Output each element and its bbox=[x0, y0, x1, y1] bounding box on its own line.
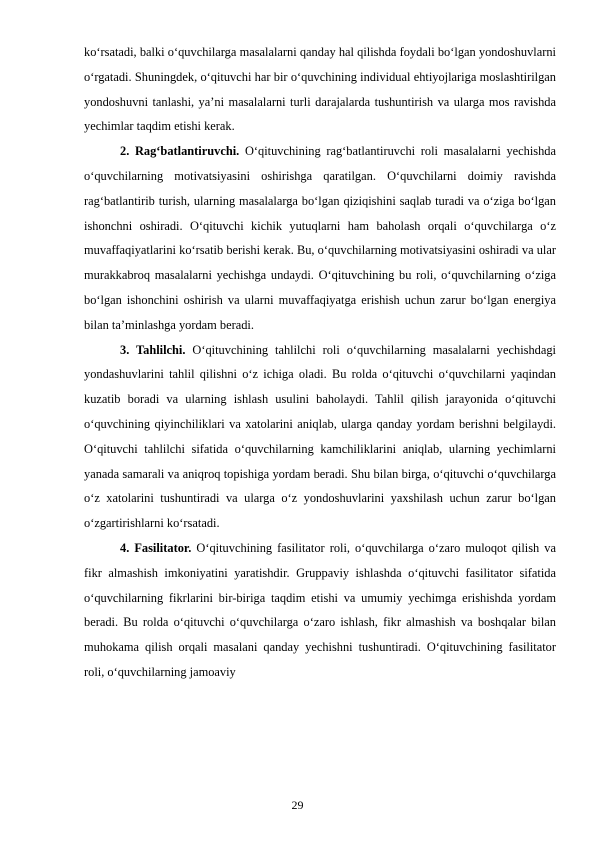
paragraph-heading: 2. Rag‘batlantiruvchi. bbox=[120, 144, 240, 159]
paragraph-facilitator-role bbox=[84, 536, 556, 685]
paragraph-text: ko‘rsatadi, balki o‘quvchilarga masalalarni qanday hal qilishda foydali bo‘lgan yondoshuvlarni o‘rgatadi. Shuningdek, o‘qituvchi har bir o‘quvchining individual ehtiyojlariga moslashtirilgan yondoshuvni tanlashi, ya’ni masalalarni turli darajalarda tushuntirish va ularga mos ravishda yechimlar taqdim etishi kerak. bbox=[84, 45, 556, 134]
page-number: 29 bbox=[291, 798, 304, 812]
paragraph-analyst-role bbox=[84, 338, 556, 536]
paragraph-text: O‘qituvchining fasilitator roli, o‘quvchilarga o‘zaro muloqot qilish va fikr almashish imkoniyatini yaratishdir. Gruppaviy ishlashda o‘qituvchi fasilitator sifatida o‘quvchilarning fikrlarini bir-biriga taqdim etishi va umumiy yechimga erishishda yordam beradi. Bu rolda o‘qituvchi o‘quvchilarga o‘zaro ishlash, fikr almashish va boshqalar bilan muhokama qilish orqali masalani qanday yechishni tushuntiradi. O‘qituvchining fasilitator roli, o‘quvchilarning jamoaviy bbox=[84, 540, 556, 679]
paragraph-motivator-role bbox=[84, 139, 556, 337]
paragraph-heading: 4. Fasilitator. bbox=[120, 540, 192, 555]
paragraph-heading: 3. Tahlilchi. bbox=[120, 342, 186, 357]
paragraph-text: O‘qituvchining rag‘batlantiruvchi roli masalalarni yechishda o‘quvchilarning motivatsiyasini oshirishga qaratilgan. O‘quvchilarni doimiy ravishda rag‘batlantirib turish, ularning masalalarga bo‘lgan qiziqishini saqlab turadi va o‘ziga bo‘lgan ishonchni oshiradi. O‘qituvchi kichik yutuqlarni ham baholash orqali o‘quvchilarga o‘z muvaffaqiyatlarini ko‘rsatib berishi kerak. Bu, o‘quvchilarning motivatsiyasini oshiradi va ular murakkabroq masalalarni yechishga undaydi. O‘qituvchining bu roli, o‘quvchilarning o‘ziga bo‘lgan ishonchini oshirish va ularni muvaffaqiyatga erishish uchun zarur bo‘lgan energiya bilan ta’minlashga yordam beradi. bbox=[84, 144, 556, 332]
paragraph-text: O‘qituvchining tahlilchi roli o‘quvchilarning masalalarni yechishdagi yondashuvlarini tahlil qilishni o‘z ichiga oladi. Bu rolda o‘qituvchi o‘quvchilarni yaqindan kuzatib boradi va ularning ishlash usulini baholaydi. Tahlil qilish jarayonida o‘qituvchi o‘quvchining qiyinchiliklari va xatolarini aniqlab, ularga qanday yordam berishni belgilaydi. O‘qituvchi tahlilchi sifatida o‘quvchilarning kamchiliklarini aniqlab, ularning yechimlarni yanada samarali va aniqroq topishiga yordam beradi. Shu bilan birga, o‘qituvchi o‘quvchilarga o‘z xatolarini tushuntiradi va ularga o‘z yondoshuvlarini yaxshilash uchun zarur bo‘lgan o‘zgartirishlarni ko‘rsatadi. bbox=[84, 342, 556, 531]
page-body bbox=[84, 40, 556, 685]
paragraph-continuation bbox=[84, 40, 556, 139]
